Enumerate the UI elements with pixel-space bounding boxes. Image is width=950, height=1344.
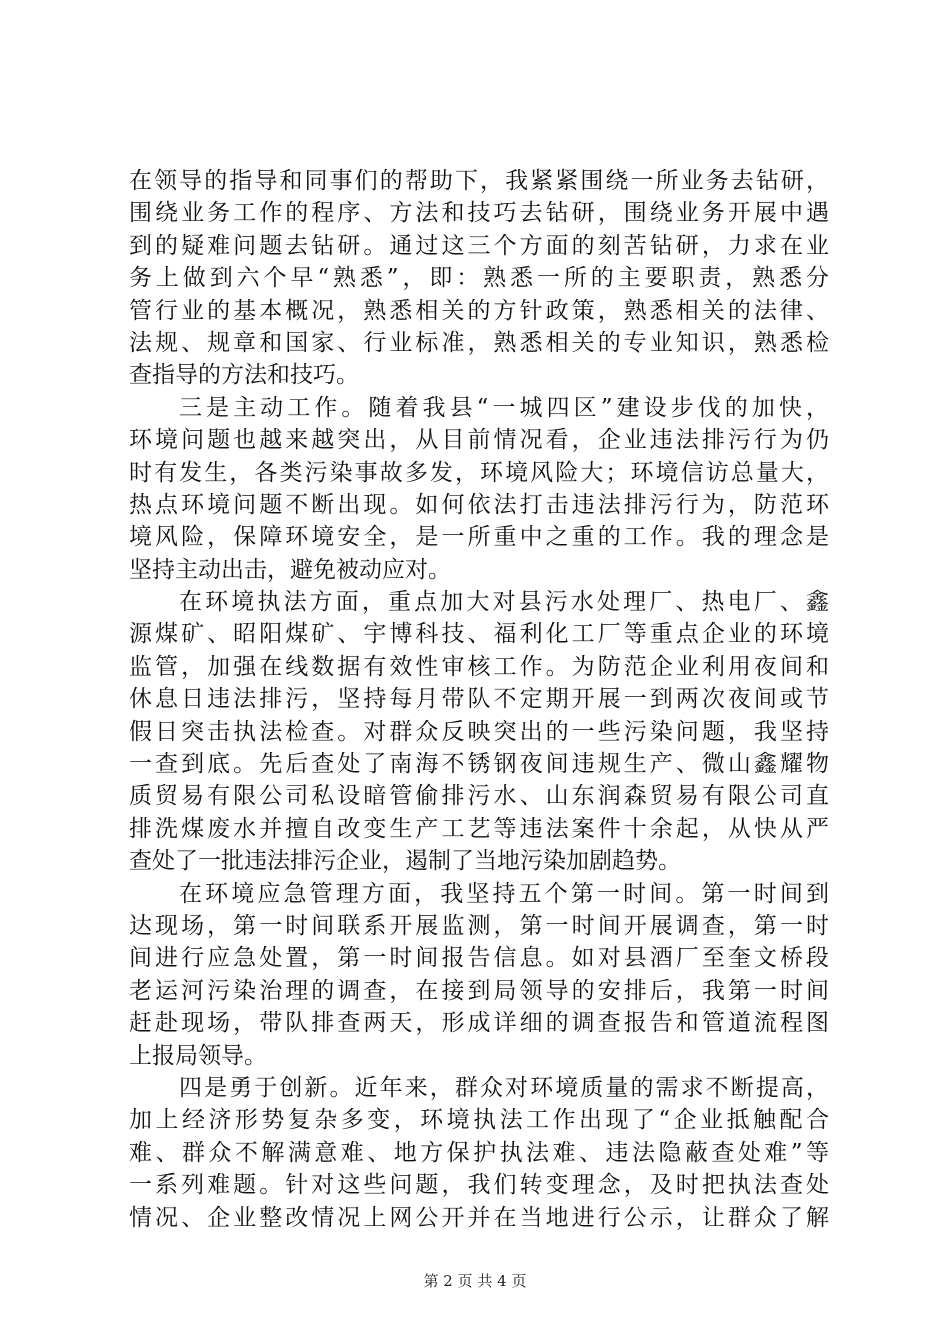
text-line: 达现场，第一时间联系开展监测，第一时间开展调查，第一时 [129, 912, 829, 939]
text-line: 在环境执法方面，重点加大对县污水处理厂、热电厂、鑫 [179, 589, 829, 616]
text-line: 三是主动工作。随着我县“一城四区”建设步伐的加快， [179, 394, 829, 421]
page-footer: 第 2 页 共 4 页 [423, 1272, 527, 1290]
text-line: 难、群众不解满意难、地方保护执法难、违法隐蔽查处难”等 [129, 1139, 829, 1166]
text-line: 一查到底。先后查处了南海不锈钢夜间违规生产、微山鑫耀物 [129, 751, 829, 778]
text-line: 源煤矿、昭阳煤矿、宇博科技、福利化工厂等重点企业的环境 [129, 621, 829, 648]
text-line: 务上做到六个早“熟悉”，即：熟悉一所的主要职责，熟悉分 [129, 265, 829, 292]
text-line: 热点环境问题不断出现。如何依法打击违法排污行为，防范环 [129, 491, 829, 518]
text-line: 上报局领导。 [129, 1042, 267, 1069]
text-line: 时有发生，各类污染事故多发，环境风险大；环境信访总量大， [129, 459, 829, 486]
text-line: 监管，加强在线数据有效性审核工作。为防范企业利用夜间和 [129, 653, 829, 680]
text-line: 加上经济形势复杂多变，环境执法工作出现了“企业抵触配合 [129, 1107, 829, 1134]
text-line: 情况、企业整改情况上网公开并在当地进行公示，让群众了解 [129, 1204, 829, 1231]
text-line: 排洗煤废水并擅自改变生产工艺等违法案件十余起，从快从严 [129, 815, 829, 842]
text-line: 环境问题也越来越突出，从目前情况看，企业违法排污行为仍 [129, 427, 829, 454]
text-line: 质贸易有限公司私设暗管偷排污水、山东润森贸易有限公司直 [129, 783, 829, 810]
text-line: 管行业的基本概况，熟悉相关的方针政策，熟悉相关的法律、 [129, 297, 829, 324]
text-line: 假日突击执法检查。对群众反映突出的一些污染问题，我坚持 [129, 718, 829, 745]
text-line: 休息日违法排污，坚持每月带队不定期开展一到两次夜间或节 [129, 686, 829, 713]
text-line: 在领导的指导和同事们的帮助下，我紧紧围绕一所业务去钻研， [129, 168, 829, 194]
text-line: 坚持主动出击，避免被动应对。 [129, 556, 451, 583]
text-line: 查处了一批违法排污企业，遏制了当地污染加剧趋势。 [129, 848, 681, 875]
text-line: 四是勇于创新。近年来，群众对环境质量的需求不断提高， [179, 1074, 829, 1101]
text-line: 在环境应急管理方面，我坚持五个第一时间。第一时间到 [179, 880, 829, 907]
text-line: 法规、规章和国家、行业标准，熟悉相关的专业知识，熟悉检 [129, 329, 829, 356]
text-line: 境风险，保障环境安全，是一所重中之重的工作。我的理念是 [129, 524, 829, 551]
text-line: 老运河污染治理的调查，在接到局领导的安排后，我第一时间 [129, 977, 829, 1004]
text-line: 赶赴现场，带队排查两天，形成详细的调查报告和管道流程图 [129, 1010, 829, 1037]
text-line: 一系列难题。针对这些问题，我们转变理念，及时把执法查处 [129, 1172, 829, 1199]
text-line: 到的疑难问题去钻研。通过这三个方面的刻苦钻研，力求在业 [129, 232, 829, 259]
body-text [129, 165, 829, 1234]
text-line: 查指导的方法和技巧。 [129, 362, 359, 389]
text-line: 围绕业务工作的程序、方法和技巧去钻研，围绕业务开展中遇 [129, 200, 829, 227]
text-line: 间进行应急处置，第一时间报告信息。如对县酒厂至奎文桥段 [129, 945, 829, 972]
